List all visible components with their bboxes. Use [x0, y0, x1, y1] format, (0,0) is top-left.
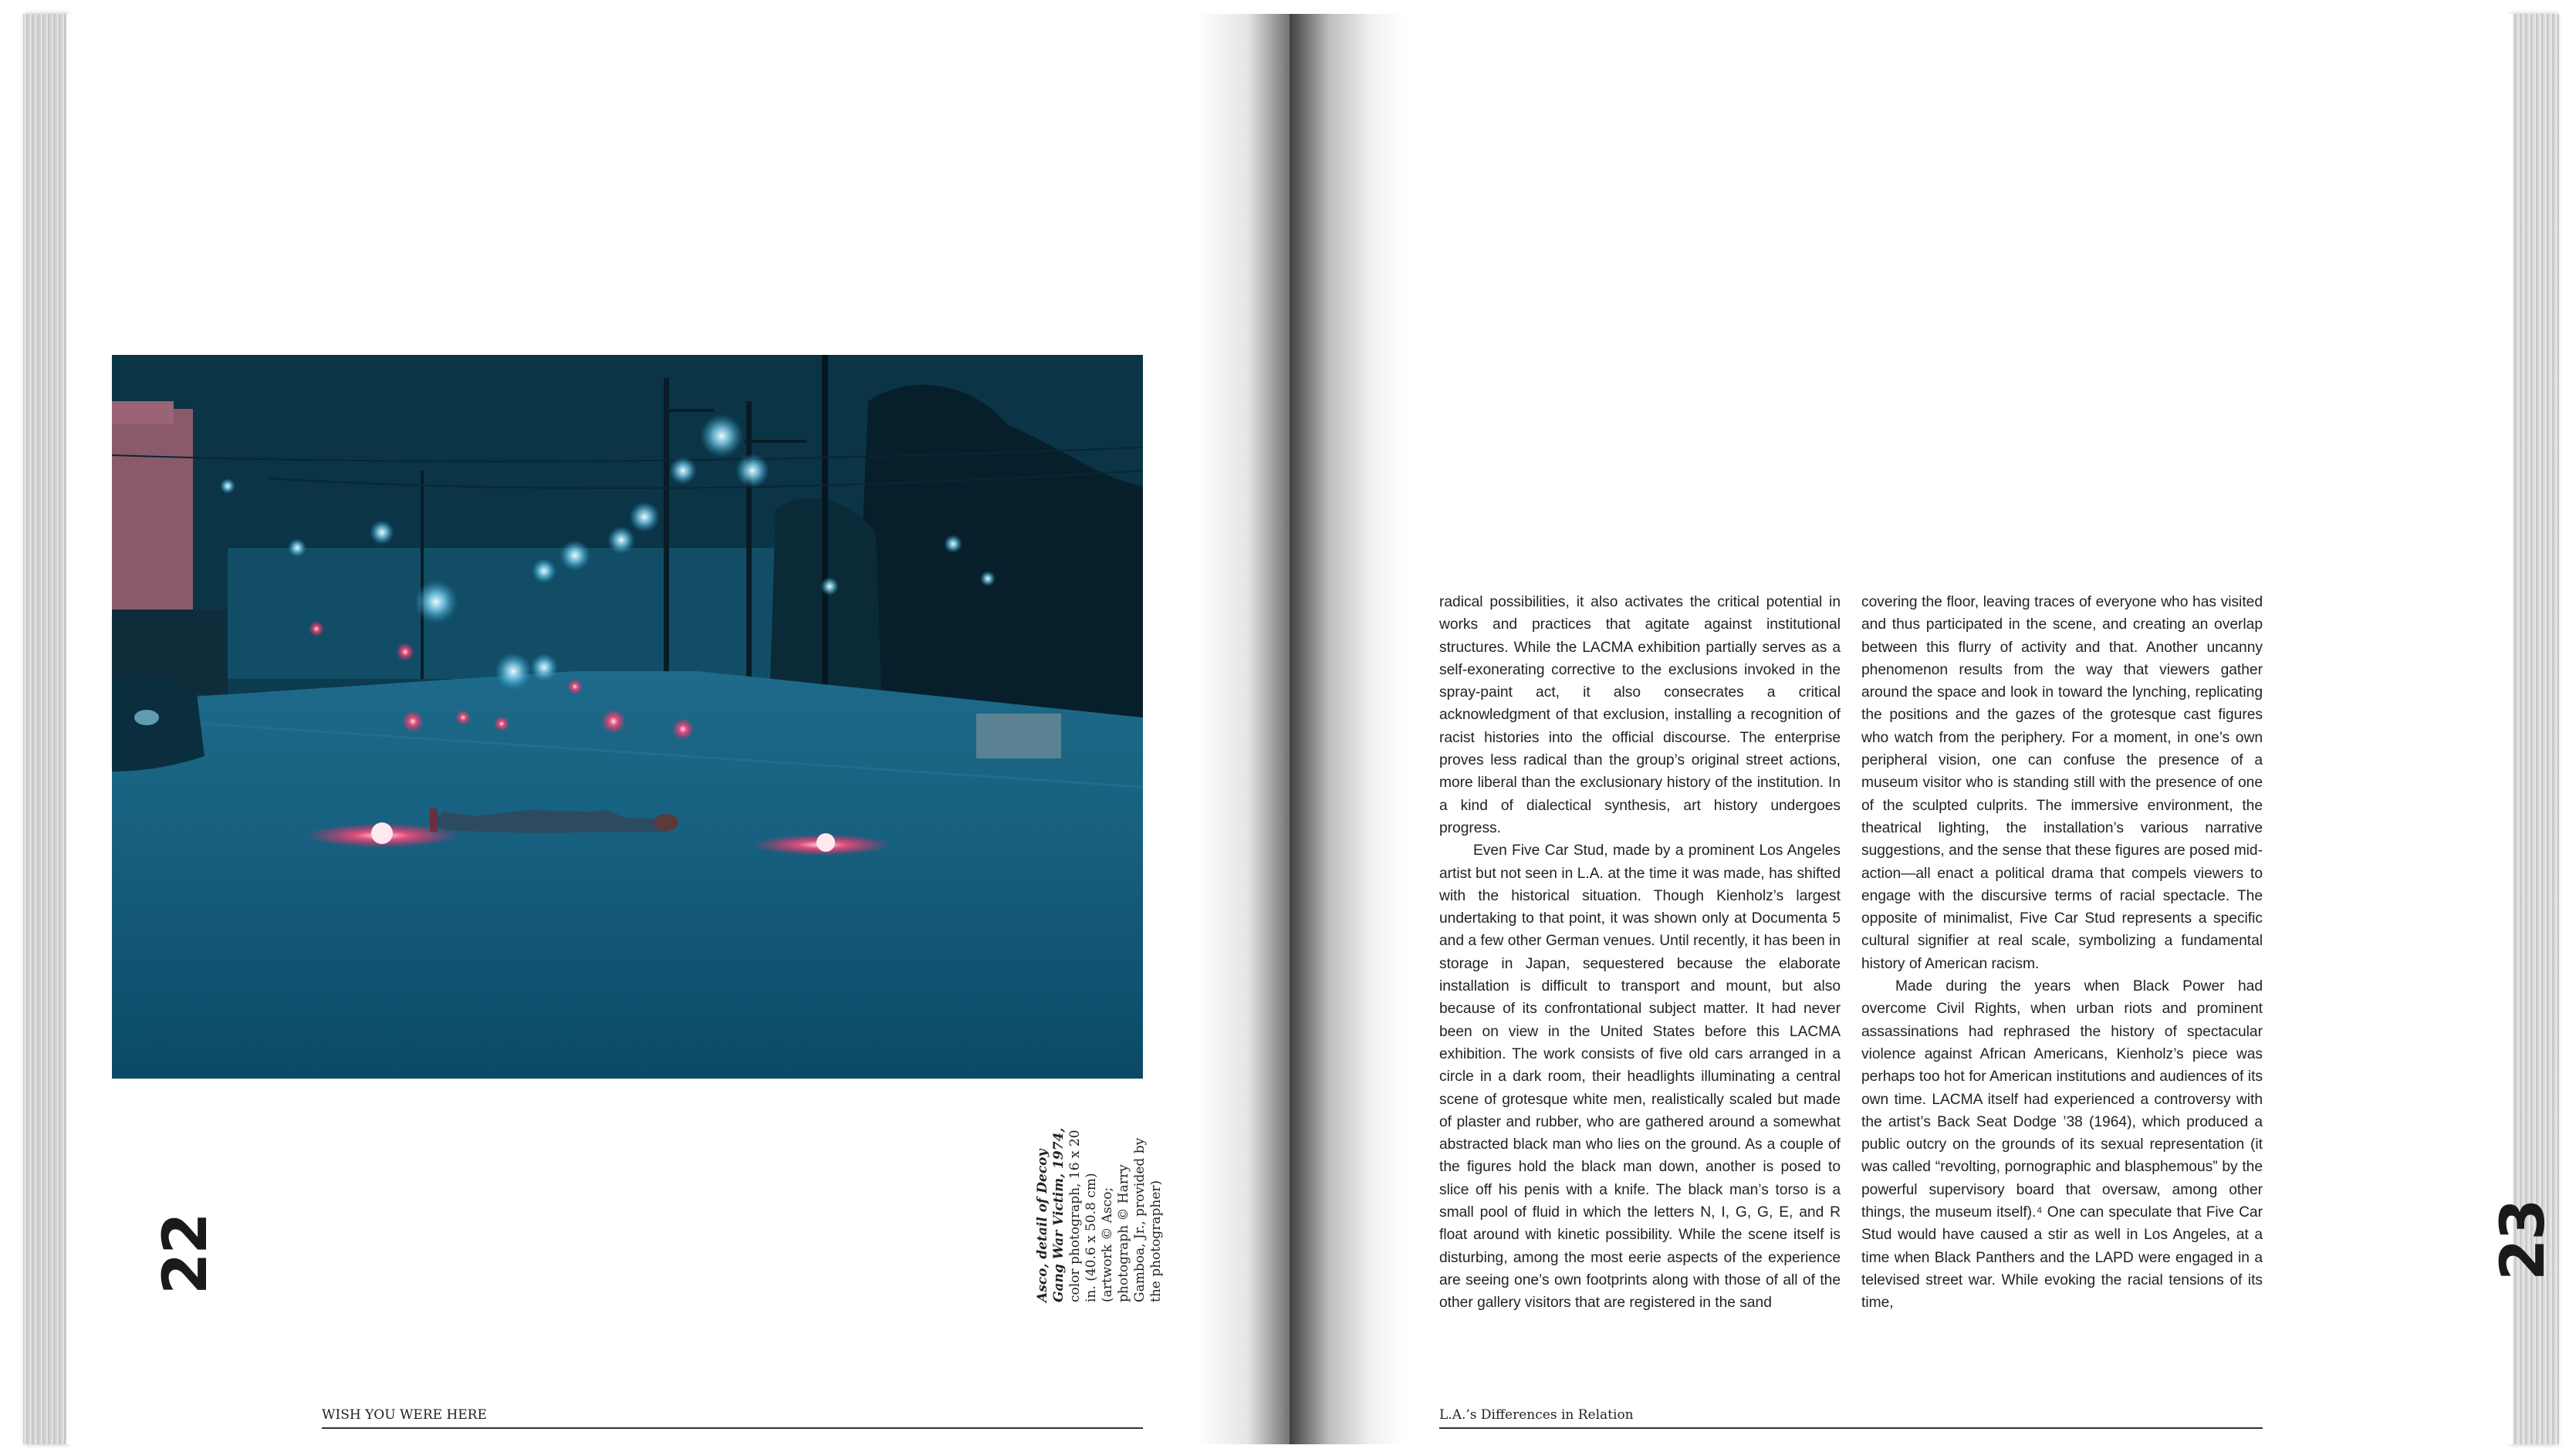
- night-street-photograph: [112, 355, 1143, 1079]
- text-column-2: [1861, 591, 2263, 1315]
- right-page: [1290, 14, 2513, 1444]
- paragraph: covering the floor, leaving traces of everyone who has visited and thus participated in the scene, and creating an overlap between this flurry of activity and that. Another uncanny phenomenon results from the way that viewers gather around the space and look in toward the lynching, replicating the positions and the gazes of the grotesque cast figures who watch from the periphery. For a moment, in one’s own peripheral vision, one can confuse the presence of a museum visitor who is standing still with the presence of one of the sculpted culprits. The immersive environment, the theatrical lighting, the installation’s various narrative suggestions, and the sense that these figures are posed mid-action—all enact a political drama that compels viewers to engage with the discursive terms of racial spectacle. The opposite of minimalist, Five Car Stud represents a specific cultural signifier at real scale, symbolizing a fundamental history of American racism.: [1861, 594, 2263, 972]
- spine-shadow-right: [1290, 14, 1405, 1444]
- book-page-edges-left: [23, 14, 68, 1444]
- caption-body: color photograph, 16 x 20 in. (40.6 x 50.8 cm) (artwork © Asco; photograph © Harry Gamboa, Jr., provided by the photographer): [1067, 1130, 1164, 1302]
- footer-rule-right: [1439, 1427, 2263, 1429]
- page-number-left: 22: [151, 1214, 221, 1295]
- paragraph: Made during the years when Black Power had overcome Civil Rights, when urban riots and prominent assassinations had rephrased the history of spectacular violence against African Americans, Kienholz’s piece was perhaps too hot for American institutions and audiences of its own time. LACMA itself had experienced a controversy with the artist’s Back Seat Dodge ’38 (1964), which produced a public outcry on the grounds of its sexual representation (it was called “revolting, pornographic and blasphemous” by the powerful supervisory board that oversaw, among other things, the museum itself).⁴ One can speculate that Five Car Stud would have caused a stir as well in Los Angeles, at a time when Black Panthers and the LAPD were engaged in a televised street war. While evoking the racial tensions of its time,: [1861, 978, 2263, 1312]
- left-page: [66, 14, 1290, 1444]
- caption-title: Asco, detail of Decoy Gang War Victim, 1974,: [1035, 1127, 1067, 1302]
- paragraph: radical possibilities, it also activates the critical potential in works and practices that agitate against institutional structures. While the LACMA exhibition partially serves as a self-exonerating corrective to the exclusions invoked in the spray-paint act, it also consecrates a critical acknowledgment of that exclusion, installing a recognition of racist histories into the official discourse. The enterprise proves less radical than the group’s original street actions, more liberal than the exclusionary history of the institution. In a kind of dialectical synthesis, art history undergoes progress.: [1439, 594, 1841, 836]
- text-column-1: [1439, 591, 1841, 1315]
- running-head-right: L.A.’s Differences in Relation: [1439, 1407, 1634, 1423]
- paragraph: Even Five Car Stud, made by a prominent Los Angeles artist but not seen in L.A. at the time it was made, has shifted with the historical situation. Though Kienholz’s largest undertaking to that point, it was shown only at Documenta 5 and a few other German venues. Until recently, it has been in storage in Japan, sequestered because the elaborate installation is difficult to transport and mount, but also because of its confrontational subject matter. It had never been on view in the United States before this LACMA exhibition. The work consists of five old cars arranged in a circle in a dark room, their headlights illuminating a central scene of grotesque white men, realistically scaled but made of plaster and rubber, who are gathered around a somewhat abstracted black man who lies on the ground. As a couple of the figures hold the black man down, another is posed to slice off his penis with a knife. The black man’s torso is a small pool of fluid in which the letters N, I, G, G, E, and R float around with kinetic possibility. While the scene itself is disturbing, among the most eerie aspects of the experience are seeing one’s own footprints along with those of all of the other gallery visitors that are registered in the sand: [1439, 842, 1841, 1312]
- page-number-right: 23: [2489, 1200, 2558, 1281]
- spine-shadow-left: [1197, 14, 1290, 1444]
- footer-rule-left: [322, 1427, 1143, 1429]
- running-head-left: WISH YOU WERE HERE: [322, 1407, 487, 1423]
- photo-caption: [1035, 1117, 1165, 1302]
